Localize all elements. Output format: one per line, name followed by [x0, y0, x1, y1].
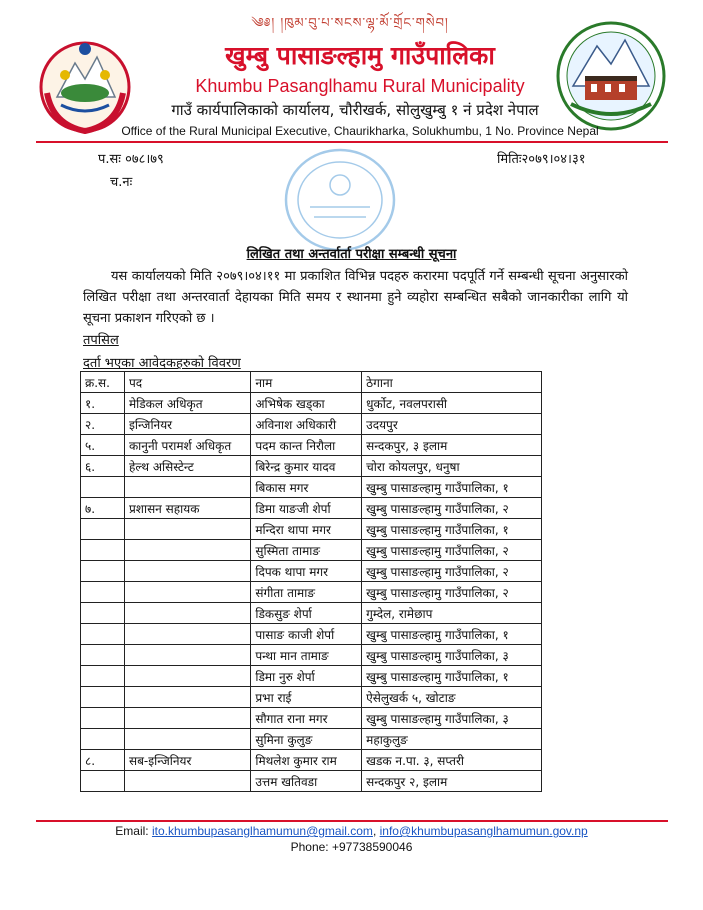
cell-name: डिमा याङजी शेर्पा — [251, 498, 362, 519]
cell-address: खुम्बु पासाङल्हामु गाउँपालिका, ३ — [362, 708, 542, 729]
header-serial: क्र.स. — [81, 372, 125, 393]
header-post: पद — [124, 372, 250, 393]
cell-serial — [81, 666, 125, 687]
cell-name: अविनाश अधिकारी — [251, 414, 362, 435]
cell-address: खुम्बु पासाङल्हामु गाउँपालिका, १ — [362, 624, 542, 645]
table-row — [81, 603, 542, 624]
table-row — [81, 414, 542, 435]
cell-address: सन्दकपुर, ३ इलाम — [362, 435, 542, 456]
table-row — [81, 561, 542, 582]
cell-address: खुम्बु पासाङल्हामु गाउँपालिका, १ — [362, 477, 542, 498]
table-row — [81, 771, 542, 792]
cell-serial — [81, 729, 125, 750]
table-row — [81, 624, 542, 645]
cell-address: ऐसेलुखर्क ५, खोटाङ — [362, 687, 542, 708]
cell-name: सौगात राना मगर — [251, 708, 362, 729]
cell-serial — [81, 477, 125, 498]
cell-post — [124, 708, 250, 729]
cell-serial — [81, 582, 125, 603]
cell-post — [124, 519, 250, 540]
cell-serial: ५. — [81, 435, 125, 456]
cell-address: खुम्बु पासाङल्हामु गाउँपालिका, ३ — [362, 645, 542, 666]
dispatch-number: च.नः — [110, 175, 133, 190]
table-row — [81, 519, 542, 540]
cell-name: सुमिना कुलुङ — [251, 729, 362, 750]
cell-address: खुम्बु पासाङल्हामु गाउँपालिका, २ — [362, 498, 542, 519]
email-label: Email: — [115, 824, 149, 838]
cell-post: मेडिकल अधिकृत — [124, 393, 250, 414]
cell-name: बिकास मगर — [251, 477, 362, 498]
cell-address: चोरा कोयलपुर, धनुषा — [362, 456, 542, 477]
table-row — [81, 666, 542, 687]
cell-serial: ७. — [81, 498, 125, 519]
cell-serial — [81, 687, 125, 708]
cell-name: डिमा नुरु शेर्पा — [251, 666, 362, 687]
cell-address: खुम्बु पासाङल्हामु गाउँपालिका, १ — [362, 666, 542, 687]
table-row — [81, 582, 542, 603]
cell-post: सब-इन्जिनियर — [124, 750, 250, 771]
cell-address: धुर्कोट, नवलपरासी — [362, 393, 542, 414]
email-link-official[interactable]: info@khumbupasanglhamumun.gov.np — [379, 824, 588, 838]
cell-post: हेल्थ असिस्टेन्ट — [124, 456, 250, 477]
cell-serial — [81, 771, 125, 792]
cell-serial — [81, 519, 125, 540]
cell-address: खुम्बु पासाङल्हामु गाउँपालिका, २ — [362, 540, 542, 561]
cell-name: डिकसुङ शेर्पा — [251, 603, 362, 624]
cell-serial — [81, 540, 125, 561]
municipality-title-np: खुम्बु पासाङल्हामु गाउँपालिका — [225, 41, 495, 70]
cell-name: प्रभा राई — [251, 687, 362, 708]
cell-address: गुम्देल, रामेछाप — [362, 603, 542, 624]
header-address: ठेगाना — [362, 372, 542, 393]
cell-post: इन्जिनियर — [124, 414, 250, 435]
footer-divider — [36, 820, 668, 822]
table-row — [81, 456, 542, 477]
table-row — [81, 708, 542, 729]
header-name: नाम — [251, 372, 362, 393]
municipality-title-en: Khumbu Pasanglhamu Rural Municipality — [195, 76, 525, 96]
notice-body — [83, 266, 628, 329]
cell-post — [124, 561, 250, 582]
cell-name: मिथलेश कुमार राम — [251, 750, 362, 771]
table-row — [81, 729, 542, 750]
cell-serial: १. — [81, 393, 125, 414]
cell-post — [124, 729, 250, 750]
cell-address: उदयपुर — [362, 414, 542, 435]
cell-address: महाकुलुङ — [362, 729, 542, 750]
cell-serial — [81, 708, 125, 729]
cell-post: प्रशासन सहायक — [124, 498, 250, 519]
cell-address: सन्दकपुर २, इलाम — [362, 771, 542, 792]
cell-serial: २. — [81, 414, 125, 435]
email-separator: , — [372, 824, 377, 838]
cell-address: खडक न.पा. ३, सप्तरी — [362, 750, 542, 771]
cell-post — [124, 603, 250, 624]
notice-body-text: यस कार्यालयको मिति २०७९।०४।११ मा प्रकाशित विभिन्न पदहरु करारमा पदपूर्ति गर्ने सम्बन्धी सूचना अनुसारको लिखित परीक्षा तथा अन्तरवार्ता देहायका मिति समय र स्थानमा हुने व्यहोरा सम्बन्धित सबैको जानकारीका लागि यो सूचना प्रकाशन गरिएको छ । — [83, 269, 628, 326]
table-row — [81, 477, 542, 498]
cell-address: खुम्बु पासाङल्हामु गाउँपालिका, २ — [362, 561, 542, 582]
email-link-gmail[interactable]: ito.khumbupasanglhamumun@gmail.com — [151, 824, 373, 838]
reference-number: प.सः ०७८।७९ — [98, 152, 164, 167]
cell-serial — [81, 624, 125, 645]
applicants-table — [80, 371, 542, 792]
cell-post — [124, 540, 250, 561]
table-row — [81, 750, 542, 771]
cell-name: पासाङ काजी शेर्पा — [251, 624, 362, 645]
footer-email-line — [0, 824, 703, 838]
cell-name: अभिषेक खड्का — [251, 393, 362, 414]
cell-address: खुम्बु पासाङल्हामु गाउँपालिका, २ — [362, 582, 542, 603]
cell-name: मन्दिरा थापा मगर — [251, 519, 362, 540]
cell-serial — [81, 603, 125, 624]
nepal-emblem-icon — [35, 35, 135, 135]
cell-post — [124, 666, 250, 687]
cell-name: सुस्मिता तामाङ — [251, 540, 362, 561]
cell-post — [124, 477, 250, 498]
cell-post — [124, 771, 250, 792]
cell-post — [124, 624, 250, 645]
cell-post: कानुनी परामर्श अधिकृत — [124, 435, 250, 456]
cell-name: पदम कान्त निरौला — [251, 435, 362, 456]
cell-name: दिपक थापा मगर — [251, 561, 362, 582]
cell-serial — [81, 561, 125, 582]
footer-phone: Phone: +97738590046 — [290, 840, 413, 854]
cell-post — [124, 645, 250, 666]
cell-serial — [81, 645, 125, 666]
cell-serial: ८. — [81, 750, 125, 771]
applicants-label: दर्ता भएका आवेदकहरुको विवरण — [83, 356, 241, 371]
table-header-row — [81, 372, 542, 393]
table-row — [81, 540, 542, 561]
cell-name: बिरेन्द्र कुमार यादव — [251, 456, 362, 477]
cell-name: पन्था मान तामाङ — [251, 645, 362, 666]
table-row — [81, 687, 542, 708]
annex-label: तपसिल — [83, 333, 119, 348]
table-row — [81, 393, 542, 414]
notice-heading: लिखित तथा अन्तर्वार्ता परीक्षा सम्बन्धी सूचना — [246, 247, 457, 262]
cell-post — [124, 687, 250, 708]
tibetan-line: ༄༅། །ཁུམ་བུ་པ་སངས་ལྷ་མོ་གྲོང་གསེབ། — [251, 16, 449, 31]
table-row — [81, 645, 542, 666]
office-address-en: Office of the Rural Municipal Executive, Chaurikharka, Solukhumbu, 1 No. Province Nepal — [121, 124, 599, 138]
cell-name: संगीता तामाङ — [251, 582, 362, 603]
table-row — [81, 498, 542, 519]
cell-post — [124, 582, 250, 603]
table-row — [81, 435, 542, 456]
letter-date: मितिः२०७९।०४।३१ — [497, 152, 586, 167]
office-stamp-icon — [280, 145, 400, 255]
cell-address: खुम्बु पासाङल्हामु गाउँपालिका, १ — [362, 519, 542, 540]
cell-name: उत्तम खतिवडा — [251, 771, 362, 792]
office-address-np: गाउँ कार्यपालिकाको कार्यालय, चौरीखर्क, सोलुखुम्बु १ नं प्रदेश नेपाल — [171, 101, 539, 119]
header-divider — [36, 141, 668, 143]
cell-serial: ६. — [81, 456, 125, 477]
